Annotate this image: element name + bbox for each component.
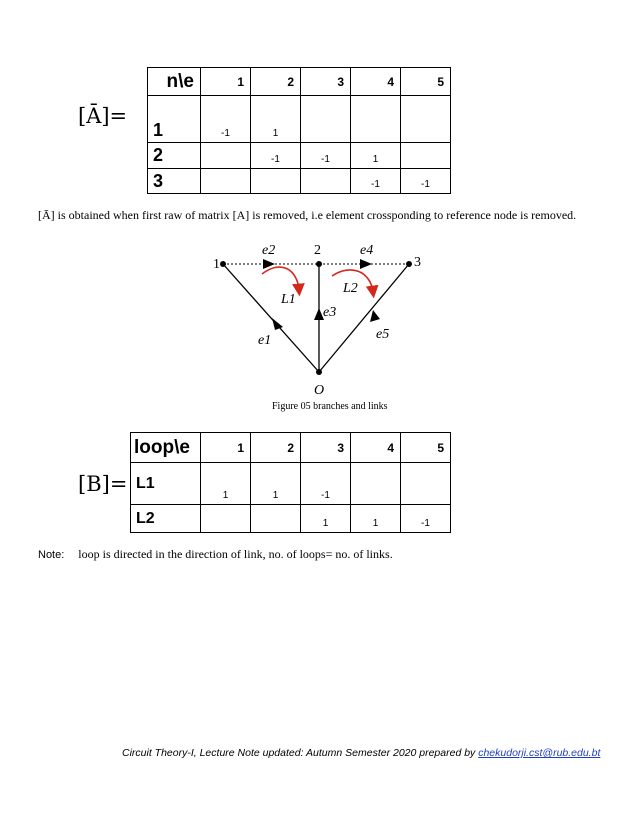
branch-label: e4	[360, 243, 374, 258]
matrix-a-row	[148, 169, 451, 194]
matrix-b-cell: -1	[301, 463, 351, 505]
matrix-b-cell	[401, 463, 451, 505]
matrix-b-cell: -1	[401, 505, 451, 533]
matrix-b-row	[131, 505, 451, 533]
matrix-a-cell: 1	[351, 143, 401, 169]
matrix-a-row	[148, 143, 451, 169]
matrix-b-row-label: L2	[131, 505, 201, 533]
matrix-a-col-header: 2	[251, 68, 301, 96]
matrix-a-cell	[351, 96, 401, 143]
matrix-b-row-label: L1	[131, 463, 201, 505]
matrix-b-corner: loop\e	[131, 433, 201, 463]
matrix-a-col-header: 1	[201, 68, 251, 96]
matrix-b-row	[131, 463, 451, 505]
matrix-a-cell: -1	[201, 96, 251, 143]
matrix-b-col-header: 4	[351, 433, 401, 463]
matrix-b-col-header: 2	[251, 433, 301, 463]
node-dot	[406, 261, 412, 267]
matrix-a-cell	[201, 169, 251, 194]
node-dot	[316, 369, 322, 375]
loop-arrow-l1	[262, 267, 299, 290]
matrix-b-cell: 1	[251, 463, 301, 505]
matrix-a-col-header: 5	[401, 68, 451, 96]
branch-link-diagram	[200, 238, 440, 398]
node-label: 3	[414, 255, 421, 270]
footer-email-link[interactable]: chekudorji.cst@rub.edu.bt	[478, 747, 601, 759]
footer-text: Circuit Theory-I, Lecture Note updated: Autumn Semester 2020 prepared by	[122, 747, 479, 759]
matrix-a-row-label: 1	[148, 96, 201, 143]
matrix-a-cell: -1	[251, 143, 301, 169]
loop-label: L2	[343, 281, 358, 296]
matrix-a-row	[148, 96, 451, 143]
matrix-a-cell: -1	[351, 169, 401, 194]
matrix-a-cell	[201, 143, 251, 169]
figure-caption: Figure 05 branches and links	[272, 401, 388, 412]
note-text: loop is directed in the direction of link, no. of loops= no. of links.	[78, 547, 393, 561]
branch-label: e3	[323, 305, 337, 320]
note-label: Note:	[38, 549, 65, 561]
matrix-a-corner: n\e	[148, 68, 201, 96]
matrix-b-table	[130, 432, 451, 533]
note	[38, 545, 393, 563]
explanation-paragraph: [Ā] is obtained when first raw of matrix [A] is removed, i.e element crossponding to reference node is removed.	[38, 208, 577, 222]
matrix-b-cell	[351, 463, 401, 505]
node-dot	[220, 261, 226, 267]
matrix-b-label: [B]=	[78, 472, 128, 496]
matrix-a-cell	[401, 96, 451, 143]
matrix-a-cell: 1	[251, 96, 301, 143]
matrix-a-col-header: 3	[301, 68, 351, 96]
matrix-a-row-label: 2	[148, 143, 201, 169]
matrix-b-cell: 1	[201, 463, 251, 505]
arrow-e4	[360, 259, 372, 269]
node-dot	[316, 261, 322, 267]
matrix-b-col-header: 1	[201, 433, 251, 463]
loop-label: L1	[281, 292, 296, 307]
matrix-a-cell	[401, 143, 451, 169]
branch-e1	[223, 264, 319, 372]
node-label: 2	[314, 243, 321, 258]
matrix-b-col-header: 3	[301, 433, 351, 463]
matrix-a-col-header: 4	[351, 68, 401, 96]
matrix-a-cell	[301, 169, 351, 194]
matrix-a-cell	[301, 96, 351, 143]
matrix-b-cell	[201, 505, 251, 533]
matrix-a-table	[147, 67, 451, 194]
matrix-b-cell: 1	[351, 505, 401, 533]
matrix-a-label: [Ā]=	[78, 104, 128, 128]
matrix-b-col-header: 5	[401, 433, 451, 463]
matrix-b-cell: 1	[301, 505, 351, 533]
branch-label: e5	[376, 327, 390, 342]
arrow-e5	[370, 310, 380, 322]
node-label: 1	[213, 257, 220, 272]
matrix-b-cell	[251, 505, 301, 533]
page-footer	[122, 747, 600, 759]
arrow-e1	[272, 318, 283, 330]
matrix-a-cell: -1	[301, 143, 351, 169]
matrix-a-cell	[251, 169, 301, 194]
node-label: O	[314, 383, 325, 398]
branch-label: e1	[258, 333, 272, 348]
branch-label: e2	[262, 243, 276, 258]
matrix-a-cell: -1	[401, 169, 451, 194]
matrix-a-row-label: 3	[148, 169, 201, 194]
